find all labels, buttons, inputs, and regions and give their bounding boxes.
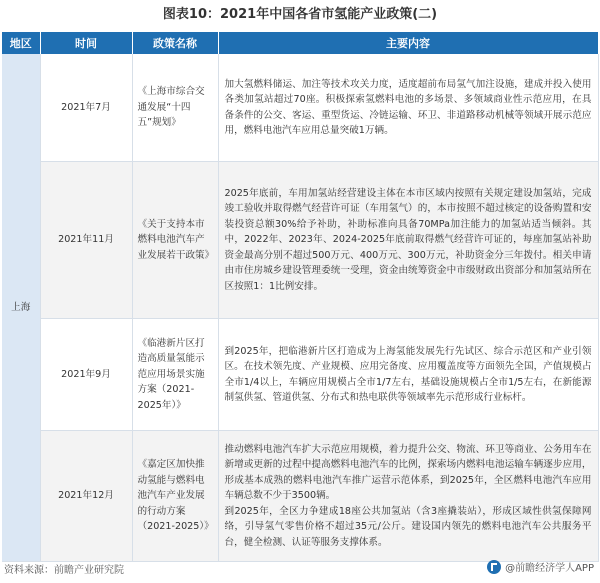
header-time: 时间: [40, 32, 132, 54]
header-region: 地区: [2, 32, 40, 54]
content-cell: 2025年底前，车用加氢站经营建设主体在本市区域内按照有关规定建设加氢站，完成竣工验收并取得燃气经营许可证（车用氢气）的，本市按照不超过核定的设备购置和安装投资总额30%给予补助，补助标准向具备70MPa加注能力的加氢站适当倾斜。其中，2022年、2023年、2024-2025年底前取得燃气经营许可证的，每座加氢站补助资金最高分别不超过500万元、400万元、300万元，补助资金分三年拨付。相关申请由市住房城乡建设管理委统一受理，资金由统筹资金中市级财政出资部分和加氢站所在区按照1：1比例安排。: [218, 162, 598, 319]
content-cell: [218, 431, 598, 562]
content-paragraph: 推动燃料电池汽车扩大示范应用规模，着力提升公交、物流、环卫等商业、公务用车在新增或更新的过程中提高燃料电池汽车的比例，探索场内燃料电池运输车辆逐步应用，形成基本成熟的燃料电池汽车推广运营示范体系，到2025年，全区燃料电池汽车应用车辆总数不少于3500辆。: [224, 444, 592, 502]
table-row: [2, 162, 598, 319]
time-cell: 2021年7月: [40, 54, 132, 162]
table-row: [2, 431, 598, 562]
brand: [487, 559, 594, 574]
header-policy: 政策名称: [132, 32, 218, 54]
region-cell: 上海: [2, 54, 40, 562]
chart-title: 图表10：2021年中国各省市氢能产业政策(二): [162, 7, 438, 22]
time-cell: 2021年11月: [40, 162, 132, 319]
time-cell: 2021年9月: [40, 319, 132, 431]
policy-name-cell: 《关于支持本市燃料电池汽车产业发展若干政策》: [132, 162, 218, 319]
policy-table: [2, 32, 599, 562]
source-note: 资料来源：前瞻产业研究院: [4, 565, 124, 576]
content-paragraph: 到2025年，全区力争建成18座公共加氢站（含3座撬装站），形成区域性供氢保障网络，引导氢气零售价格不超过35元/公斤。建设国内领先的燃料电池汽车公共服务平台，健全检测、认证等服务支撑体系。: [224, 505, 592, 548]
table-row: [2, 54, 598, 162]
table-row: [2, 319, 598, 431]
table-header-row: [2, 32, 598, 54]
policy-name-cell: 《临港新片区打造高质量氢能示范应用场景实施方案（2021-2025年）》: [132, 319, 218, 431]
content-cell: 加大氢燃料储运、加注等技术攻关力度，适度超前布局氢气加注设施，建成并投入使用各类加氢站超过70座。积极探索氢燃料电池的多场景、多领域商业性示范应用，在具备条件的公交、客运、重型货运、冷链运输、环卫、非道路移动机械等领域开展示范应用，燃料电池汽车应用总量突破1万辆。: [218, 54, 598, 162]
content-cell: 到2025年，把临港新片区打造成为上海氢能发展先行先试区、综合示范区和产业引领区。在技术领先度、产业规模、应用完备度、应用覆盖度等方面领先全国，产值规模占全市1/4以上，车辆应用规模占全市1/7左右，基础设施规模占全市1/5左右，在新能源制氢供氢、管道供氢、分布式和热电联供等领域率先示范形成行业标杆。: [218, 319, 598, 431]
policy-name-cell: 《上海市综合交通发展“十四五”规划》: [132, 54, 218, 162]
time-cell: 2021年12月: [40, 431, 132, 562]
policy-name-cell: 《嘉定区加快推动氢能与燃料电池汽车产业发展的行动方案（2021-2025）》: [132, 431, 218, 562]
brand-label: @前瞻经济学人APP: [505, 563, 594, 574]
qianzhan-logo-icon: [487, 560, 501, 574]
header-content: 主要内容: [218, 32, 598, 54]
footer: [0, 552, 600, 583]
